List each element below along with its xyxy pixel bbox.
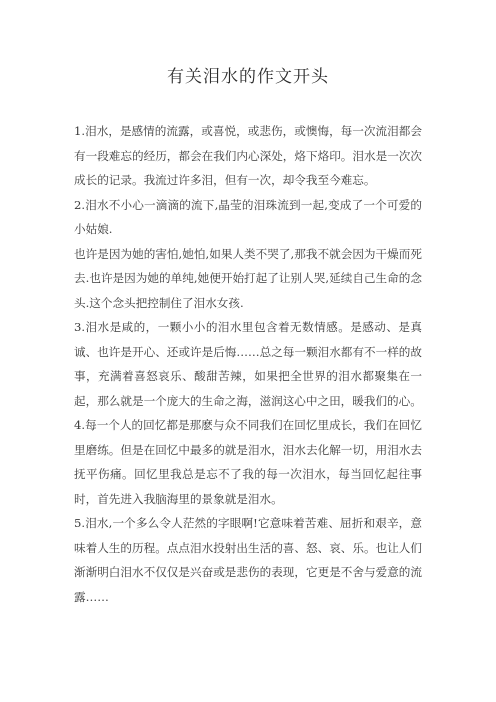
- paragraph-6: 5.泪水,一个多么令人茫然的字眼啊!它意味着苦难、屈折和艰辛，意味着人生的历程。点点泪水投射出生活的喜、怒、哀、乐。也让人们渐渐明白泪水不仅仅是兴奋或是悲伤的表现，它更是不舍与爱意的流露……: [74, 516, 422, 604]
- document-title: 有关泪水的作文开头: [167, 67, 329, 87]
- paragraph-5: 4.每一个人的回忆都是那麽与众不同我们在回忆里成长，我们在回忆里磨练。但是在回忆中最多的就是泪水，泪水去化解一切，用泪水去抚平伤痛。回忆里我总是忘不了我的每一次泪水，每当回忆起往事时，首先进入我脑海里的景象就是泪水。: [74, 418, 422, 506]
- paragraph-1: 1.泪水，是感情的流露，或喜悦，或悲伤，或懊悔，每一次流泪都会有一段难忘的经历，都会在我们内心深处，烙下烙印。泪水是一次次成长的记录。我流过许多泪，但有一次，却令我至今难忘。: [74, 124, 422, 187]
- paragraph-2: 2.泪水不小心一滴滴的流下,晶莹的泪珠流到一起,变成了一个可爱的小姑娘.: [74, 197, 422, 236]
- paragraph-3: 也许是因为她的害怕,她怕,如果人类不哭了,那我不就会因为干燥而死去.也许是因为她的单纯,她便开始打起了让别人哭,延续自己生命的念头.这个念头把控制住了泪水女孩.: [74, 246, 422, 310]
- paragraph-4: 3.泪水是咸的，一颗小小的泪水里包含着无数情感。是感动、是真诚、也许是开心、还或许是后悔……总之每一颗泪水都有不一样的故事，充满着喜怒哀乐、酸甜苦辣，如果把全世界的泪水都聚集在一起，那么就是一个庞大的生命之海，滋润这心中之田，暖我们的心。: [74, 320, 422, 408]
